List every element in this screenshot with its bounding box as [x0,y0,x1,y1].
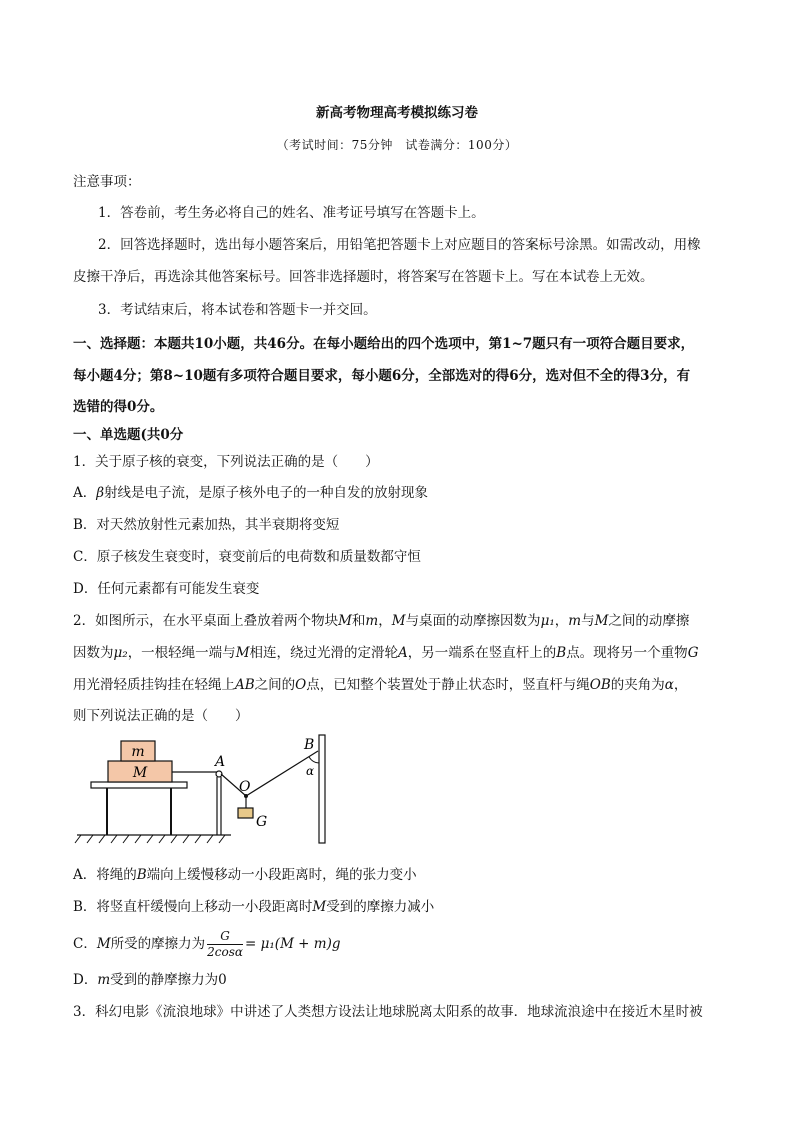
q2-option-d[interactable] [73,970,723,990]
label-O: O [239,779,251,795]
var-M: M [594,613,609,629]
text: 端向上缓慢移动一小段距离时，绳的张力变小 [146,867,417,883]
var-OB: OB [589,677,611,693]
rope-AOB [221,751,318,796]
var-M: M [338,613,352,629]
text: ， [673,677,688,693]
var-M: M [235,645,250,661]
label-B: B [304,737,315,753]
notice-item-1: 1．答卷前，考生务必将自己的姓名、准考证号填写在答题卡上。 [98,205,485,221]
var-m: m [568,613,582,629]
text: 相连，绕过光滑的定滑轮 [249,645,399,661]
text: ， [378,613,392,629]
text: 之间的动摩擦 [608,613,690,629]
text: 2．如图所示，在水平桌面上叠放着两个物块 [73,613,339,629]
var-M: M [312,899,327,915]
text: 和 [351,613,366,629]
var-A: A [398,645,408,661]
var-mu2: μ₂ [113,645,128,661]
var-alpha: α [664,677,674,693]
text: ，一根轻绳一端与 [127,645,236,661]
q2-stem-line-2 [73,643,723,663]
label-alpha: α [306,764,315,778]
var-B: B [136,867,147,883]
q1-option-a[interactable] [73,483,723,503]
var-mu1: μ₁ [540,613,555,629]
weight-G [238,808,253,818]
text: 因数为 [73,645,114,661]
q2-option-a[interactable] [73,865,723,885]
section-1-line-1: 一、选择题：本题共10小题，共46分。在每小题给出的四个选项中，第1~7题只有一项符合题目要求， [73,336,695,352]
label-A: A [215,754,226,770]
text: C． [73,936,97,952]
q1-option-c[interactable]: C．原子核发生衰变时，衰变前后的电荷数和质量数都守恒 [73,549,421,565]
text: ，另一端系在竖直杆上的 [407,645,557,661]
angle-arc [309,757,319,763]
q2-option-b[interactable] [73,897,723,917]
text: B．将竖直杆缓慢向上移动一小段距离时 [73,899,313,915]
fraction-denominator: 2cosα [207,945,244,959]
text: 用光滑轻质挂钩挂在轻绳上 [73,677,235,693]
q2-stem-line-1 [73,611,723,631]
fraction [207,929,243,960]
section-1-line-3: 选错的得0分。 [73,399,164,415]
text: A．将绳的 [73,867,137,883]
notice-item-2-line-2: 皮擦干净后，再选涂其他答案标号。回答非选择题时，将答案写在答题卡上。写在本试卷上无效。 [73,269,654,285]
var-m: m [365,613,379,629]
var-G: G [687,645,699,661]
text: 受到的摩擦力减小 [326,899,435,915]
text: 所受的摩擦力为 [110,936,206,952]
q2-stem-line-3 [73,675,723,695]
text: 点，已知整个装置处于静止状态时，竖直杆与绳 [306,677,590,693]
text: 的夹角为 [610,677,665,693]
q1-option-d[interactable]: D．任何元素都有可能发生衰变 [73,581,260,597]
label-M: M [132,765,148,781]
text: 点。现将另一个重物 [566,645,688,661]
table-top [91,782,187,788]
var-m: m [97,972,111,988]
pulley-diagram [73,733,343,845]
text: 与 [581,613,595,629]
notice-heading: 注意事项： [73,174,141,190]
ground-hatch [75,835,225,843]
fraction-numerator: G [207,929,243,945]
text: 与桌面的动摩擦因数为 [405,613,541,629]
notice-item-3: 3．考试结束后，将本试卷和答题卡一并交回。 [98,302,377,318]
q1-stem: 1．关于原子核的衰变，下列说法正确的是（ ） [73,454,379,470]
label-m: m [131,744,145,760]
section-1-line-2: 每小题4分；第8~10题有多项符合题目要求，每小题6分，全部选对的得6分，选对但不全的得3分，有 [73,368,691,384]
q2-option-c[interactable] [73,928,723,960]
var-B: B [556,645,567,661]
label-G: G [256,814,268,830]
beta-symbol: β [96,485,105,501]
q3-stem: 3．科幻电影《流浪地球》中讲述了人类想方设法让地球脱离太阳系的故事．地球流浪途中在接近木星时被 [73,1004,703,1020]
var-M: M [96,936,111,952]
vertical-pole [319,735,325,843]
formula-rhs: = μ₁(M + m)g [245,936,341,952]
page-title: 新高考物理高考模拟练习卷 [316,105,478,121]
single-choice-heading: 一、单选题(共0分 [73,427,184,443]
text: ， [554,613,569,629]
option-label: A． [73,485,97,501]
var-AB: AB [235,677,255,693]
var-M: M [391,613,406,629]
text: 之间的 [254,677,296,693]
text: 受到的静摩擦力为0 [110,972,227,988]
text: D． [73,972,98,988]
exam-info: （考试时间：75分钟 试卷满分：100分） [276,138,518,152]
notice-item-2-line-1: 2．回答选择题时，选出每小题答案后，用铅笔把答题卡上对应题目的答案标号涂黑。如需改动，用橡 [98,237,701,253]
option-text: 射线是电子流，是原子核外电子的一种自发的放射现象 [104,485,429,501]
q1-option-b[interactable]: B．对天然放射性元素加热，其半衰期将变短 [73,517,340,533]
q2-stem-line-4: 则下列说法正确的是（ ） [73,708,249,724]
var-O: O [295,677,307,693]
